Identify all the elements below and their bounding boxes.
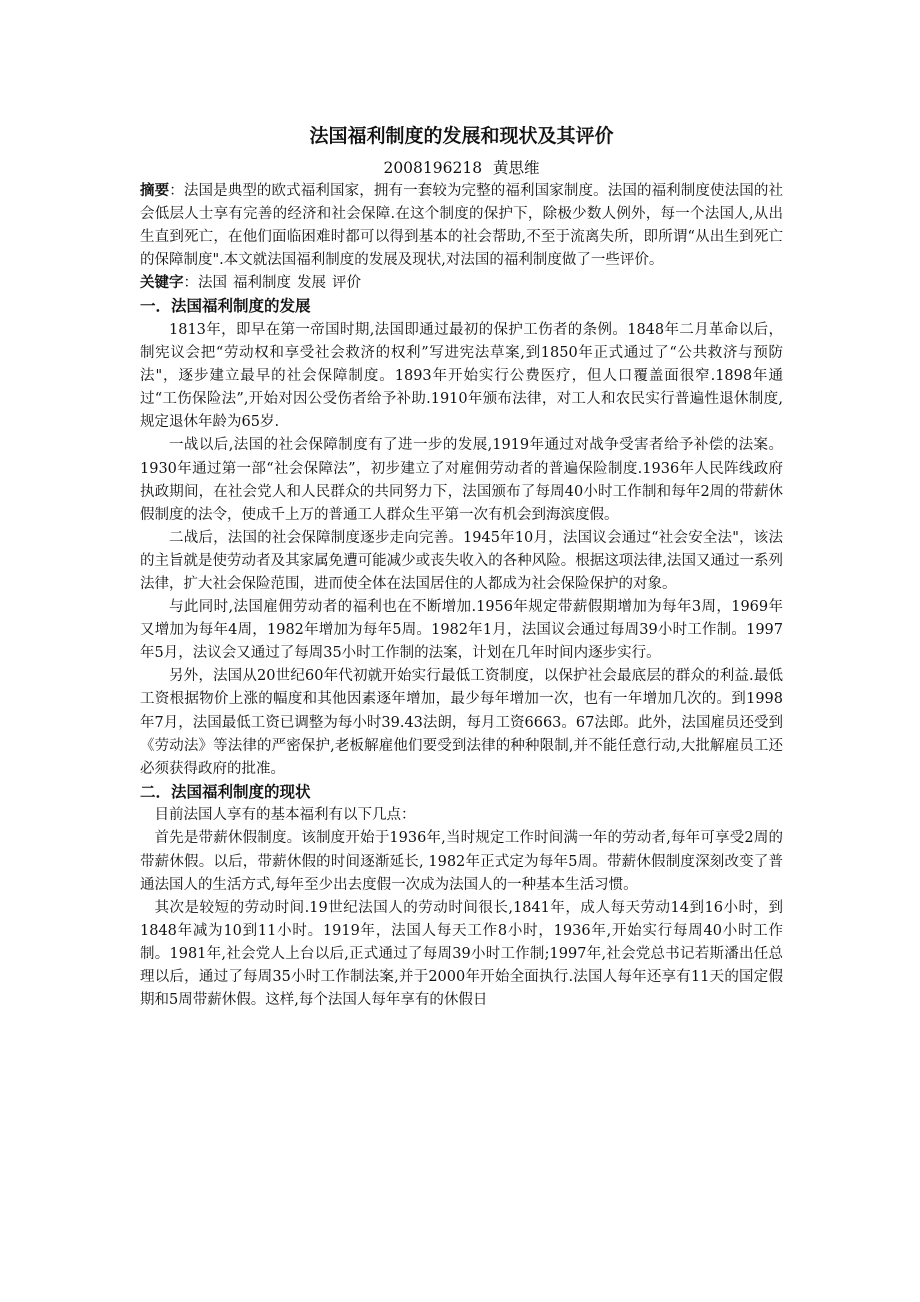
paragraph: 一战以后,法国的社会保障制度有了进一步的发展,1919年通过对战争受害者给予补偿的法案。1930年通过第一部“社会保障法”，初步建立了对雇佣劳动者的普遍保险制度.1936年人民阵线政府执政期间，在社会党人和人民群众的共同努力下，法国颁布了每周40小时工作制和每年2周的带薪休假制度的法令，使成千上万的普通工人群众生平第一次有机会到海滨度假。: [140, 437, 783, 523]
keyword: 评价: [332, 275, 361, 292]
student-id: 2008196218: [383, 159, 483, 177]
paragraph: 与此同时,法国雇佣劳动者的福利也在不断增加.1956年规定带薪假期增加为每年3周，1969年又增加为每年4周，1982年增加为每年5周。1982年1月，法国议会通过每周39小时工作制。1997年5月，法议会又通过了每周35小时工作制的法案，计划在几年时间内逐步实行。: [140, 599, 783, 662]
keywords-colon: ：: [183, 275, 198, 292]
author-name: 黄思维: [493, 159, 540, 177]
document-page: [140, 118, 783, 1012]
abstract-label: 摘要: [140, 183, 170, 199]
paragraph: 1813年，即早在第一帝国时期,法国即通过最初的保护工伤者的条例。1848年二月革命以后，制宪议会把“劳动权和享受社会救济的权利”写进宪法草案,到1850年正式通过了“公共救济与预防法"，逐步建立最早的社会保障制度。1893年开始实行公费医疗，但人口覆盖面很窄.1898年通过“工伤保险法”,开始对因公受伤者给予补助.1910年颁布法律，对工人和农民实行普遍性退休制度,规定退休年龄为65岁.: [140, 321, 783, 431]
document-title: 法国福利制度的发展和现状及其评价: [309, 125, 614, 147]
paragraph: 另外，法国从20世纪60年代初就开始实行最低工资制度，以保护社会最底层的群众的利益.最低工资根据物价上涨的幅度和其他因素逐年增加，最少每年增加一次，也有一年增加几次的。到1998年7月，法国最低工资已调整为每小时39.43法朗，每月工资6663。67法郎。此外，法国雇员还受到《劳动法》等法律的严密保护,老板解雇他们要受到法律的种种限制,并不能任意行动,大批解雇员工还必须获得政府的批准。: [140, 668, 783, 777]
paragraph: 目前法国人享有的基本福利有以下几点：: [154, 807, 416, 824]
keyword: 福利制度: [233, 275, 291, 292]
keyword: 法国: [198, 275, 227, 292]
keyword: 发展: [297, 275, 326, 292]
section-1-heading: 一．法国福利制度的发展: [140, 297, 311, 316]
abstract-text: ：法国是典型的欧式福利国家，拥有一套较为完整的福利国家制度。法国的福利制度使法国的社会低层人士享有完善的经济和社会保障.在这个制度的保护下，除极少数人例外，每一个法国人,从出生直到死亡，在他们面临困难时都可以得到基本的社会帮助,不至于流离失所，即所谓“从出生到死亡的保障制度".本文就法国福利制度的发展及现状,对法国的福利制度做了一些评价。: [140, 183, 783, 269]
paragraph: 其次是较短的劳动时间.19世纪法国人的劳动时间很长,1841年，成人每天劳动14到16小时，到1848年减为10到11小时。1919年，法国人每天工作8小时，1936年,开始实行每周40小时工作制。1981年,社会党人上台以后,正式通过了每周39小时工作制;1997年,社会党总书记若斯潘出任总理以后，通过了每周35小时工作制法案,并于2000年开始全面执行.法国人每年还享有11天的国定假期和5周带薪休假。这样,每个法国人每年享有的休假日: [140, 899, 783, 1009]
abstract: [140, 180, 783, 272]
keywords: [140, 272, 783, 295]
paragraph: 首先是带薪休假制度。该制度开始于1936年,当时规定工作时间满一年的劳动者,每年可享受2周的带薪休假。以后，带薪休假的时间逐渐延长, 1982年正式定为每年5周。带薪休假制度深刻改变了普通法国人的生活方式,每年至少出去度假一次成为法国人的一种基本生活习惯。: [140, 830, 783, 893]
paragraph: 二战后，法国的社会保障制度逐步走向完善。1945年10月，法国议会通过“社会安全法"，该法的主旨就是使劳动者及其家属免遭可能减少或丧失收入的各种风险。根据这项法律,法国又通过一系列法律，扩大社会保险范围，进而使全体在法国居住的人都成为社会保险保护的对象。: [140, 529, 783, 592]
section-2-heading: 二．法国福利制度的现状: [140, 782, 311, 801]
author-line: [140, 156, 783, 180]
keywords-label: 关键字: [140, 275, 184, 292]
